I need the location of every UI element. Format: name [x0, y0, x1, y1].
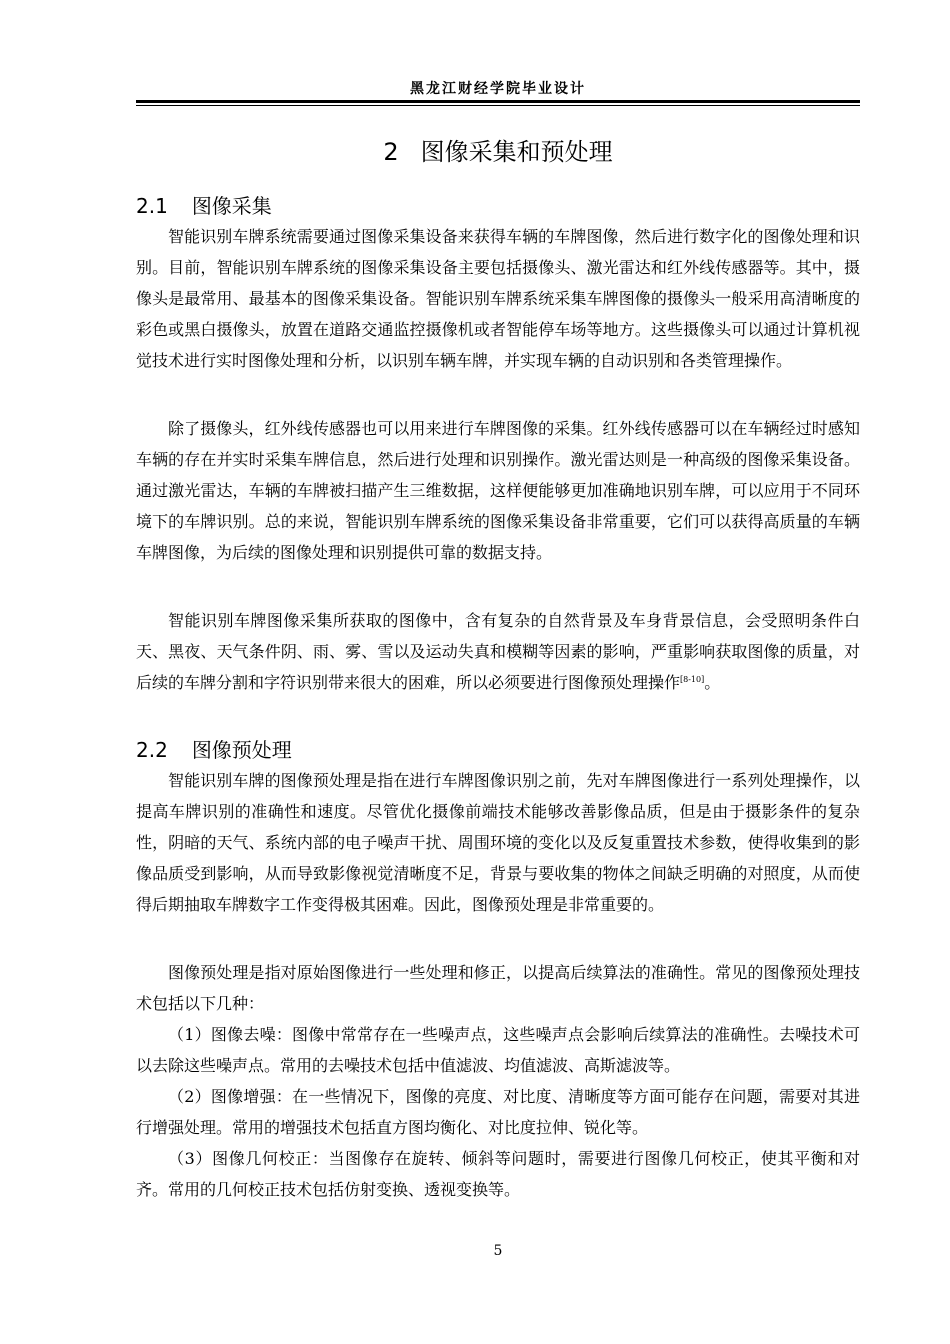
- list-item: （3）图像几何校正：当图像存在旋转、倾斜等问题时，需要进行图像几何校正，使其平衡和对齐。常用的几何校正技术包括仿射变换、透视变换等。: [136, 1149, 860, 1199]
- section-number: 2.2: [136, 738, 168, 762]
- page-number: 5: [493, 1243, 503, 1259]
- list-item: （2）图像增强：在一些情况下，图像的亮度、对比度、清晰度等方面可能存在问题，需要对其进行增强处理。常用的增强技术包括直方图均衡化、对比度拉伸、锐化等。: [136, 1087, 860, 1137]
- chapter-number: 2: [383, 138, 399, 166]
- paragraph: 图像预处理是指对原始图像进行一些处理和修正，以提高后续算法的准确性。常见的图像预处理技术包括以下几种：: [136, 963, 860, 1013]
- paragraph: 智能识别车牌的图像预处理是指在进行车牌图像识别之前，先对车牌图像进行一系列处理操作，以提高车牌识别的准确性和速度。尽管优化摄像前端技术能够改善影像品质，但是由于摄影条件的复杂性，阴暗的天气、系统内部的电子噪声干扰、周围环境的变化以及反复重置技术参数，使得收集到的影像品质受到影响，从而导致影像视觉清晰度不足，背景与要收集的物体之间缺乏明确的对照度，从而使得后期抽取车牌数字工作变得极其困难。因此，图像预处理是非常重要的。: [136, 771, 860, 914]
- chapter-title: [136, 132, 860, 167]
- header-rule-thin: [136, 105, 860, 106]
- citation: [8-10]: [680, 675, 705, 684]
- running-header: 黑龙江财经学院毕业设计: [410, 81, 586, 97]
- paragraph-with-citation: [136, 605, 860, 698]
- section-heading-2-1: [136, 190, 860, 219]
- paragraph: 除了摄像头，红外线传感器也可以用来进行车牌图像的采集。红外线传感器可以在车辆经过时感知车辆的存在并实时采集车牌信息，然后进行处理和识别操作。激光雷达则是一种高级的图像采集设备。通过激光雷达，车辆的车牌被扫描产生三维数据，这样便能够更加准确地识别车牌，可以应用于不同环境下的车牌识别。总的来说，智能识别车牌系统的图像采集设备非常重要，它们可以获得高质量的车辆车牌图像，为后续的图像处理和识别提供可靠的数据支持。: [136, 419, 860, 562]
- end-punctuation: 。: [704, 673, 721, 692]
- paragraph: 智能识别车牌系统需要通过图像采集设备来获得车辆的车牌图像，然后进行数字化的图像处理和识别。目前，智能识别车牌系统的图像采集设备主要包括摄像头、激光雷达和红外线传感器等。其中，摄像头是最常用、最基本的图像采集设备。智能识别车牌系统采集车牌图像的摄像头一般采用高清晰度的彩色或黑白摄像头，放置在道路交通监控摄像机或者智能停车场等地方。这些摄像头可以通过计算机视觉技术进行实时图像处理和分析，以识别车辆车牌，并实现车辆的自动识别和各类管理操作。: [136, 227, 860, 370]
- paragraph-text: 智能识别车牌图像采集所获取的图像中，含有复杂的自然背景及车身背景信息，会受照明条件白天、黑夜、天气条件阴、雨、雾、雪以及运动失真和模糊等因素的影响，严重影响获取图像的质量，对后续的车牌分割和字符识别带来很大的困难，所以必须要进行图像预处理操作: [136, 611, 860, 692]
- list-item: （1）图像去噪：图像中常常存在一些噪声点，这些噪声点会影响后续算法的准确性。去噪技术可以去除这些噪声点。常用的去噪技术包括中值滤波、均值滤波、高斯滤波等。: [136, 1025, 860, 1075]
- section-number: 2.1: [136, 194, 168, 218]
- section-heading-2-2: [136, 734, 860, 763]
- header-rule-thick: [136, 100, 860, 103]
- chapter-title-text: 图像采集和预处理: [420, 138, 613, 166]
- section-title-text: 图像预处理: [191, 738, 292, 762]
- section-title-text: 图像采集: [191, 194, 272, 218]
